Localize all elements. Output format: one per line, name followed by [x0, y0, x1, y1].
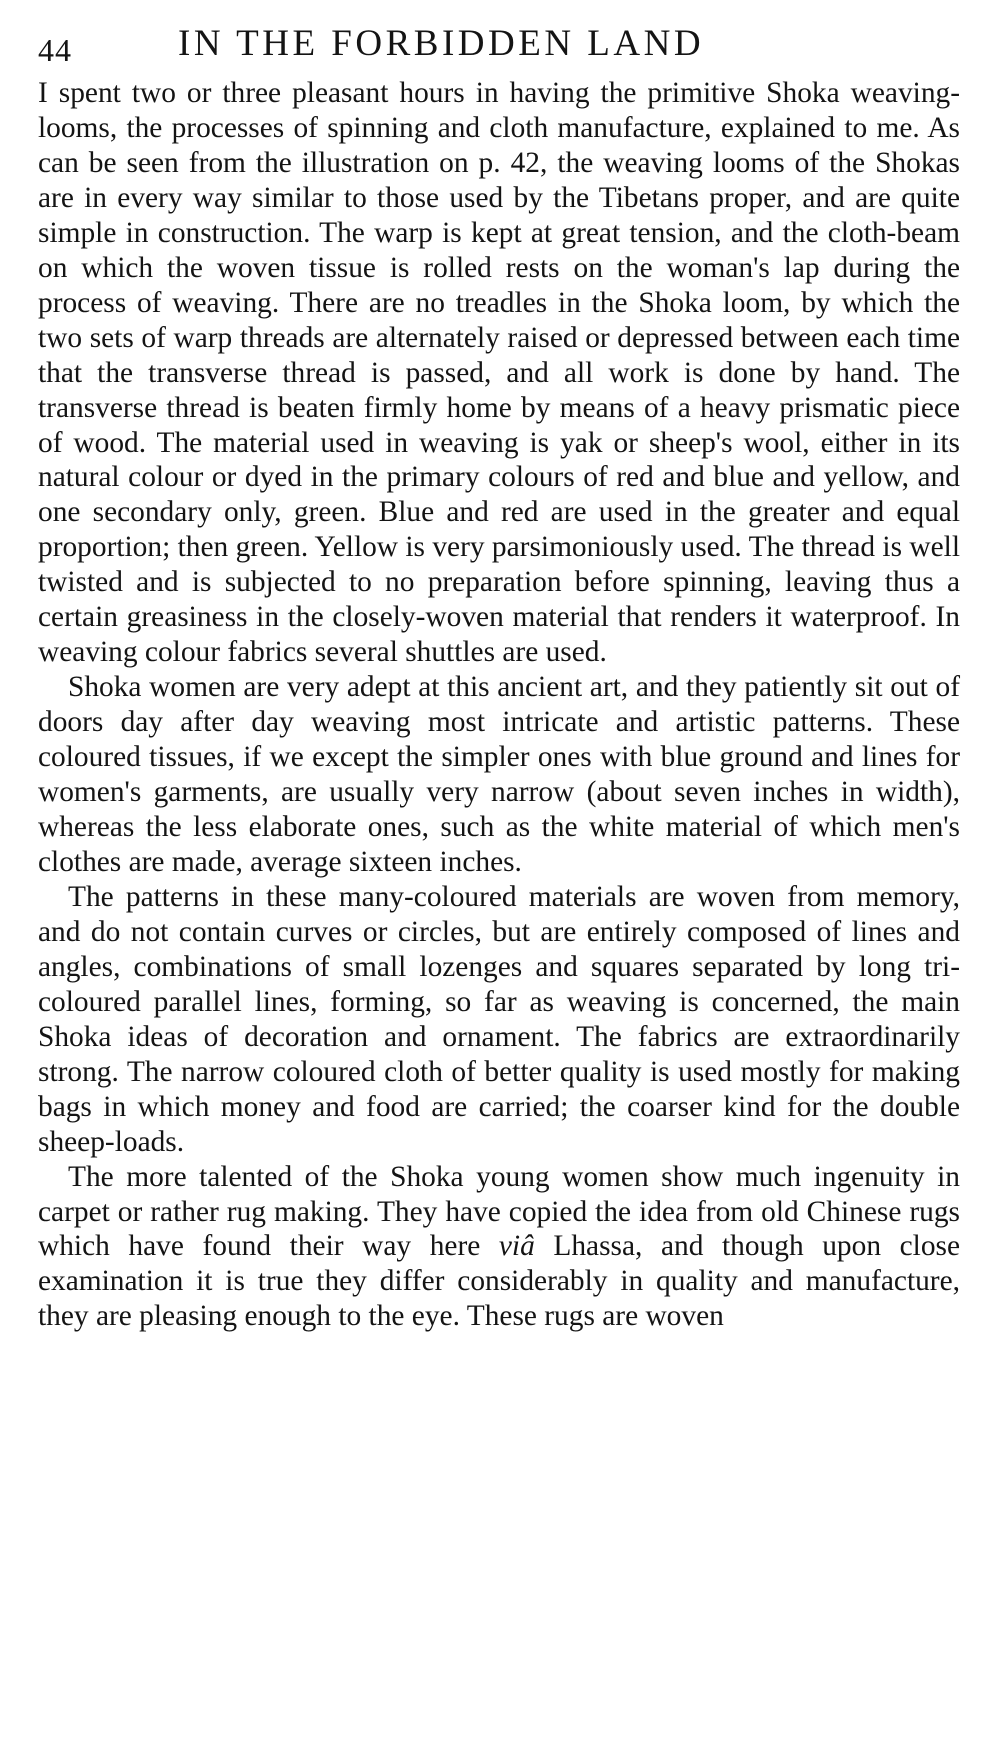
- paragraph-looms: I spent two or three pleasant hours in having the primitive Shoka weaving-looms, the processes of spinning and cloth manufacture, explained to me. As can be seen from the illustration on p. 42, the weaving looms of the Shokas are in every way similar to those used by the Tibetans proper, and are quite simple in construction. The warp is kept at great tension, and the cloth-beam on which the woven tissue is rolled rests on the woman's lap during the process of weaving. There are no treadles in the Shoka loom, by which the two sets of warp threads are alternately raised or depressed between each time that the transverse thread is passed, and all work is done by hand. The transverse thread is beaten firmly home by means of a heavy prismatic piece of wood. The material used in weaving is yak or sheep's wool, either in its natural colour or dyed in the primary colours of red and blue and yellow, and one secondary only, green. Blue and red are used in the greater and equal proportion; then green. Yellow is very parsimoniously used. The thread is well twisted and is subjected to no preparation before spinning, leaving thus a certain greasiness in the closely-woven material that renders it waterproof. In weaving colour fabrics several shuttles are used.: [38, 77, 960, 669]
- paragraph-shoka-women: Shoka women are very adept at this ancient art, and they patiently sit out of doors day after day weaving most intricate and artistic patterns. These coloured tissues, if we except the simpler ones with blue ground and lines for women's garments, are usually very narrow (about seven inches in width), whereas the less elaborate ones, such as the white material of which men's clothes are made, average sixteen inches.: [38, 671, 960, 878]
- rugs-text-start: The more talented of the Shoka young women show much ingenuity in carpet or rather rug making. They have copied the idea from old Chinese rugs which have found their way here: [38, 1160, 960, 1263]
- paragraph-rugs: [38, 1160, 960, 1335]
- rugs-text-end: Lhassa, and though upon close examination it is true they differ considerably in quality and manufacture, they are pleasing enough to the eye. These rugs are woven: [38, 1230, 961, 1333]
- body-text: [38, 76, 960, 1334]
- italic-via: viâ: [498, 1230, 535, 1263]
- paragraph-patterns: The patterns in these many-coloured materials are woven from memory, and do not contain curves or circles, but are entirely composed of lines and angles, combinations of small lozenges and squares separated by long tri-coloured parallel lines, forming, so far as weaving is concerned, the main Shoka ideas of decoration and ornament. The fabrics are extraordinarily strong. The narrow coloured cloth of better quality is used mostly for making bags in which money and food are carried; the coarser kind for the double sheep-loads.: [38, 880, 960, 1158]
- page-number: 44: [38, 32, 72, 68]
- running-head: IN THE FORBIDDEN LAND: [178, 23, 705, 64]
- page-header: [38, 22, 960, 68]
